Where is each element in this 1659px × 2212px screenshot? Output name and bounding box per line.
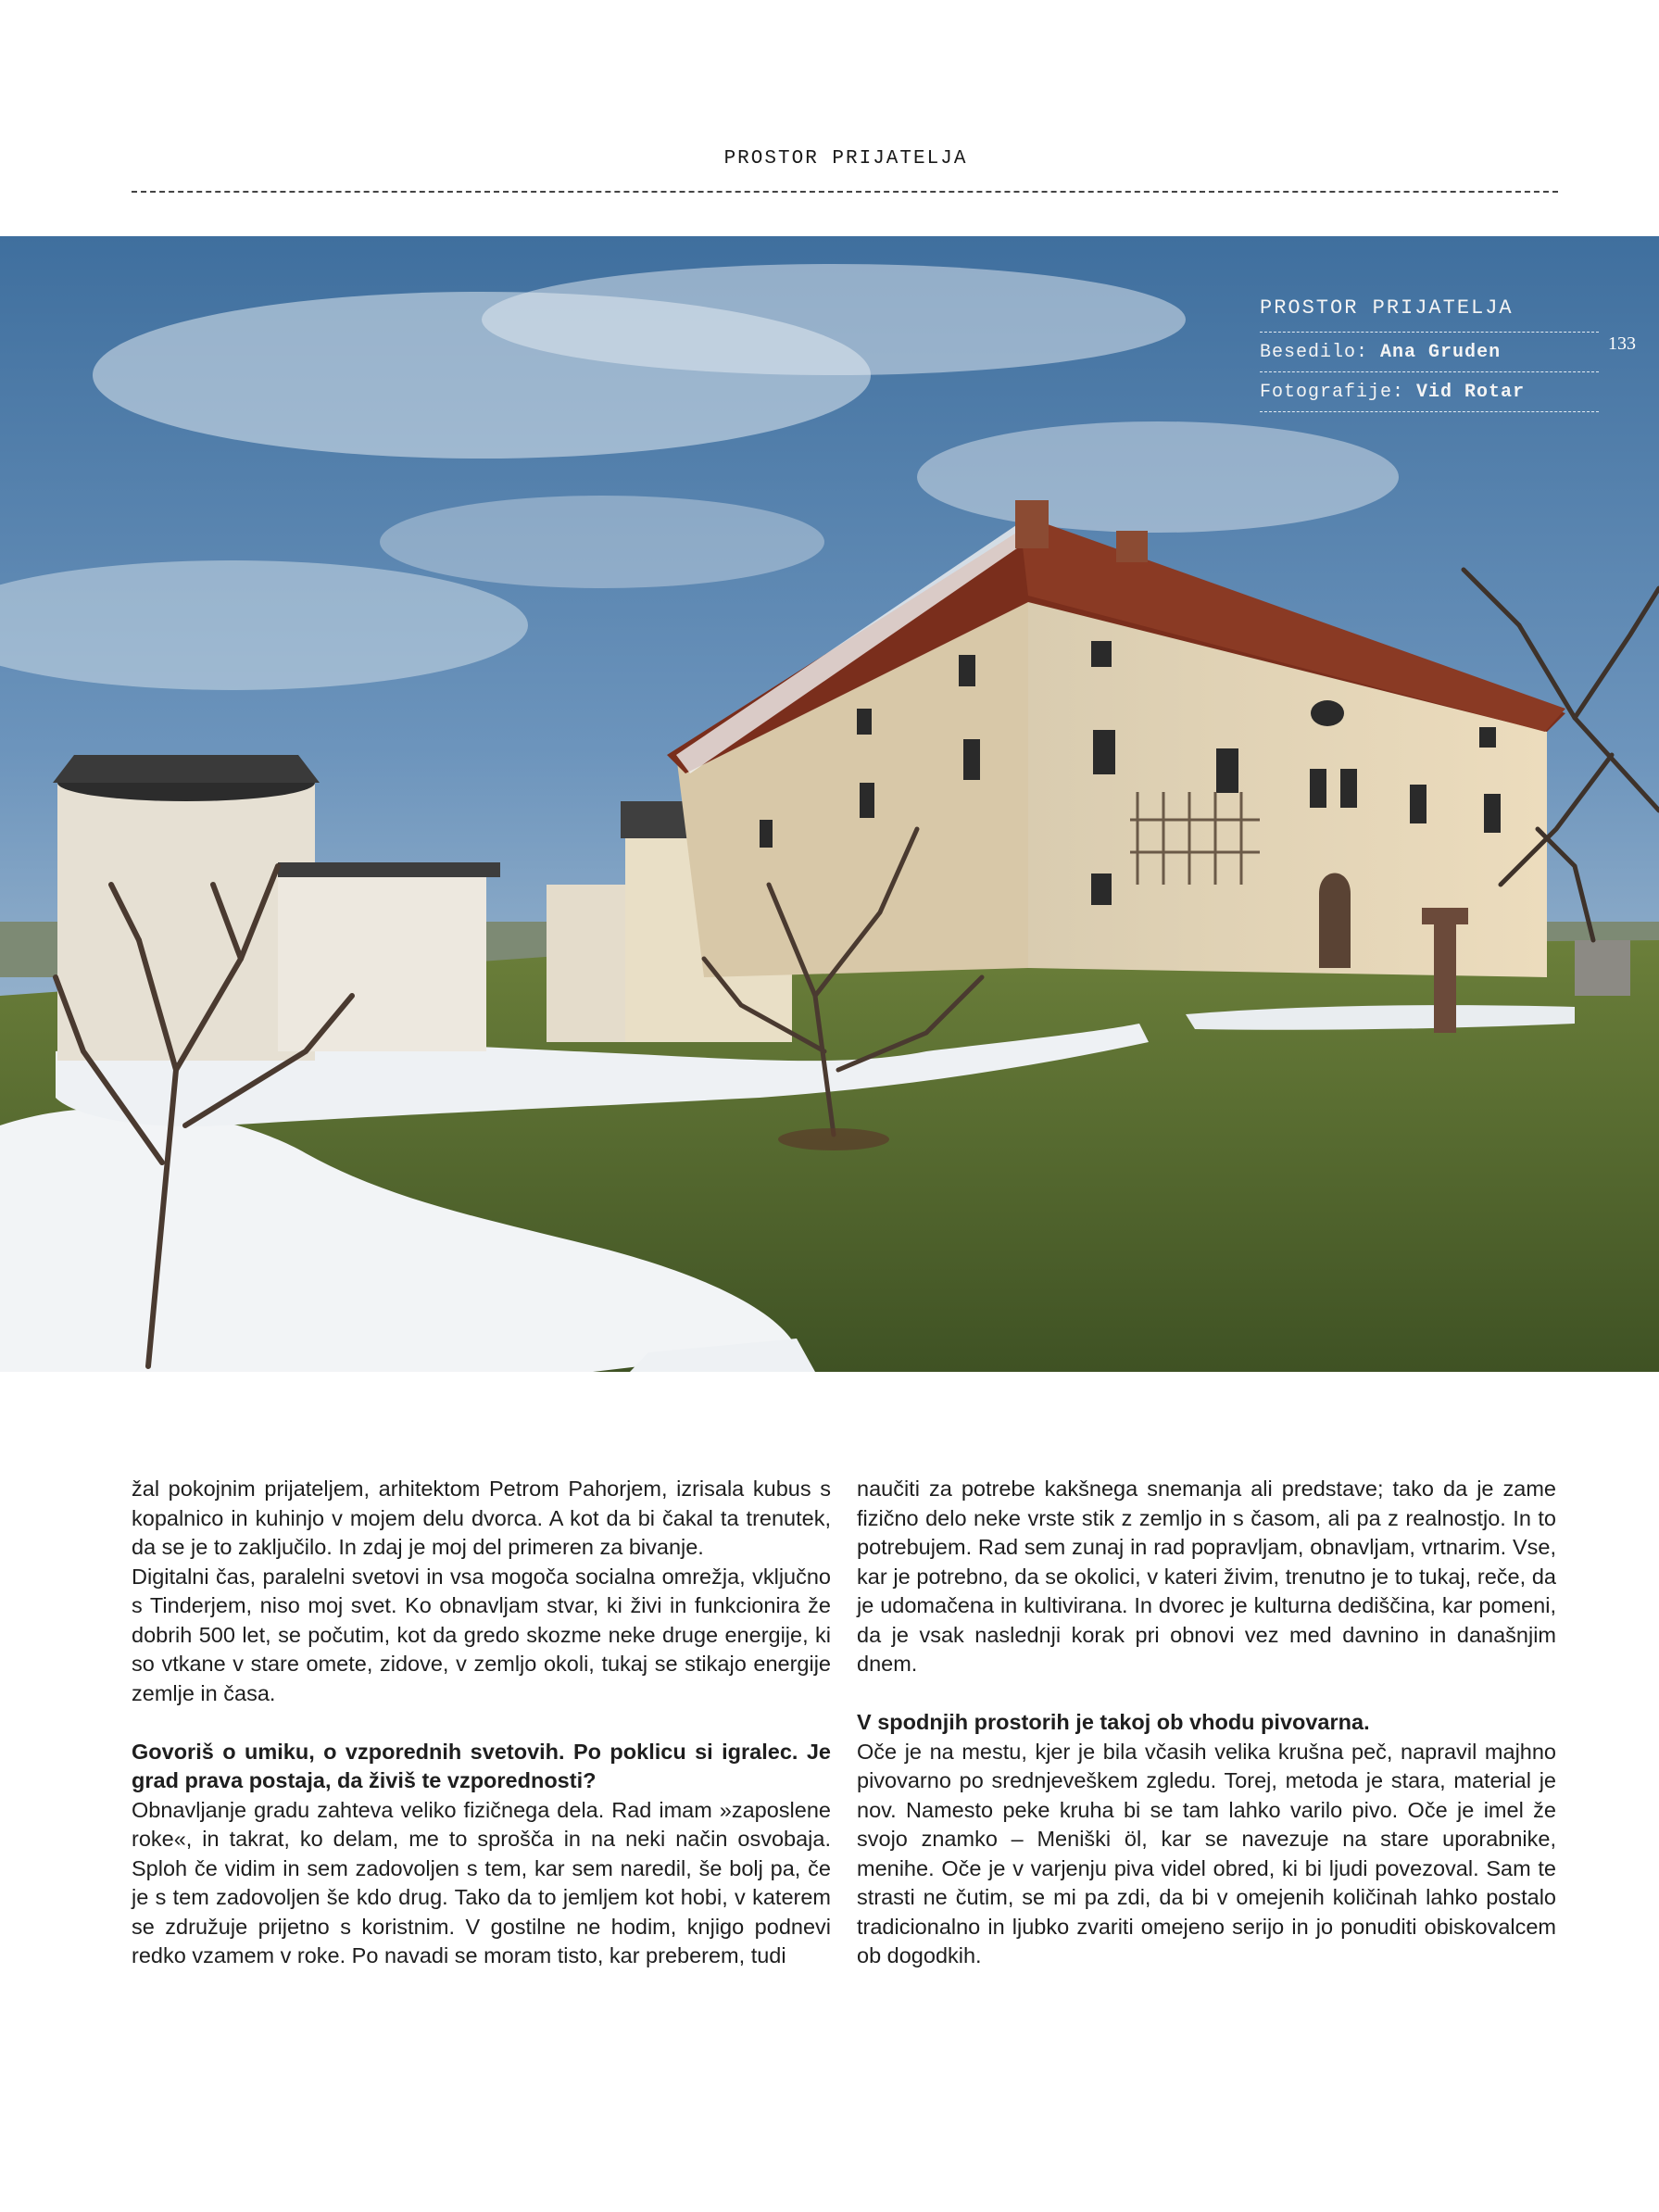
credits-text-line: [1260, 333, 1602, 370]
credits-photo-line: [1260, 372, 1602, 409]
article-column-left: [132, 1475, 831, 1971]
credits-photo-label: Fotografije:: [1260, 382, 1405, 403]
article-paragraph: Digitalni čas, paralelni svetovi in vsa mogoča socialna omrežja, vključno s Tinderjem, niso moj svet. Ko obnavljam stvar, ki živi in funkcionira že dobrih 500 let, se počutim, kot da gredo skozme neke druge energije, ki so vtkane v stare omete, zidove, v zemljo okoli, tukaj se stikajo energije zemlje in časa.: [132, 1564, 831, 1705]
interview-question: Govoriš o umiku, o vzporednih svetovih. Po poklicu si igralec. Je grad prava postaja, da živiš te vzporednosti?: [132, 1739, 831, 1792]
running-header: PROSTOR PRIJATELJA: [723, 148, 968, 170]
article-paragraph: žal pokojnim prijateljem, arhitektom Petrom Pahorjem, izrisala kubus s kopalnico in kuhinjo v mojem delu dvorca. A kot da bi čakal ta trenutek, da se je to zaključilo. In zdaj je moj del primeren za bivanje.: [132, 1477, 831, 1559]
article-paragraph: Obnavljanje gradu zahteva veliko fizičnega dela. Rad imam »zaposlene roke«, in takrat, ko delam, me to sprošča in na neki način osvobaja. Sploh če vidim in sem zadovoljen s tem, kar sem naredil, še bolj pa, če je s tem zadovoljen še kdo drug. Tako da to jemljem kot hobi, v katerem se združuje prijetno s koristnim. V gostilne ne hodim, knjigo podnevi redko vzamem v roke. Po navadi se moram tisto, kar preberem, tudi: [132, 1797, 831, 1967]
article-paragraph: Oče je na mestu, kjer je bila včasih velika krušna peč, napravil majhno pivovarno po srednjeveškem zgledu. Torej, metoda je stara, material je nov. Namesto peke kruha bi se tam lahko varilo pivo. Oče je imel že svojo znamko – Meniški öl, kar se navezuje na stare uporabnike, menihe. Oče je v varjenju piva videl obred, ki bi ljudi povezoval. Sam te strasti ne čutim, se mi pa zdi, da bi v omejenih količinah lahko postalo tradicionalno in ljubko zvariti omejeno serijo in jo ponuditi obiskovalcem ob dogodkih.: [857, 1739, 1556, 1967]
credits-section-title: PROSTOR PRIJATELJA: [1260, 296, 1514, 320]
interview-question: V spodnjih prostorih je takoj ob vhodu pivovarna.: [857, 1710, 1370, 1734]
credits-text-label: Besedilo:: [1260, 342, 1369, 363]
header-divider: [132, 191, 1558, 193]
credits-photo-author: Vid Rotar: [1416, 382, 1526, 403]
credits-divider: [1260, 411, 1599, 412]
credits-text-author: Ana Gruden: [1380, 342, 1502, 363]
article-paragraph: naučiti za potrebe kakšnega snemanja ali predstave; tako da je zame fizično delo neke vrste stik z zemljo in s časom, ali pa z realnostjo. In to potrebujem. Rad sem zunaj in rad popravljam, obnavljam, vrtnarim. Vse, kar je potrebno, da se okolici, v kateri živim, trenutno je to tukaj, reče, da je udomačena in kultivirana. In dvorec je kulturna dediščina, kar pomeni, da je vsak naslednji korak pri obnovi vez med davnino in današnjim dnem.: [857, 1477, 1556, 1676]
page-number: 133: [1608, 333, 1636, 354]
article-column-right: [857, 1475, 1556, 1971]
article-credits: [1260, 296, 1602, 412]
